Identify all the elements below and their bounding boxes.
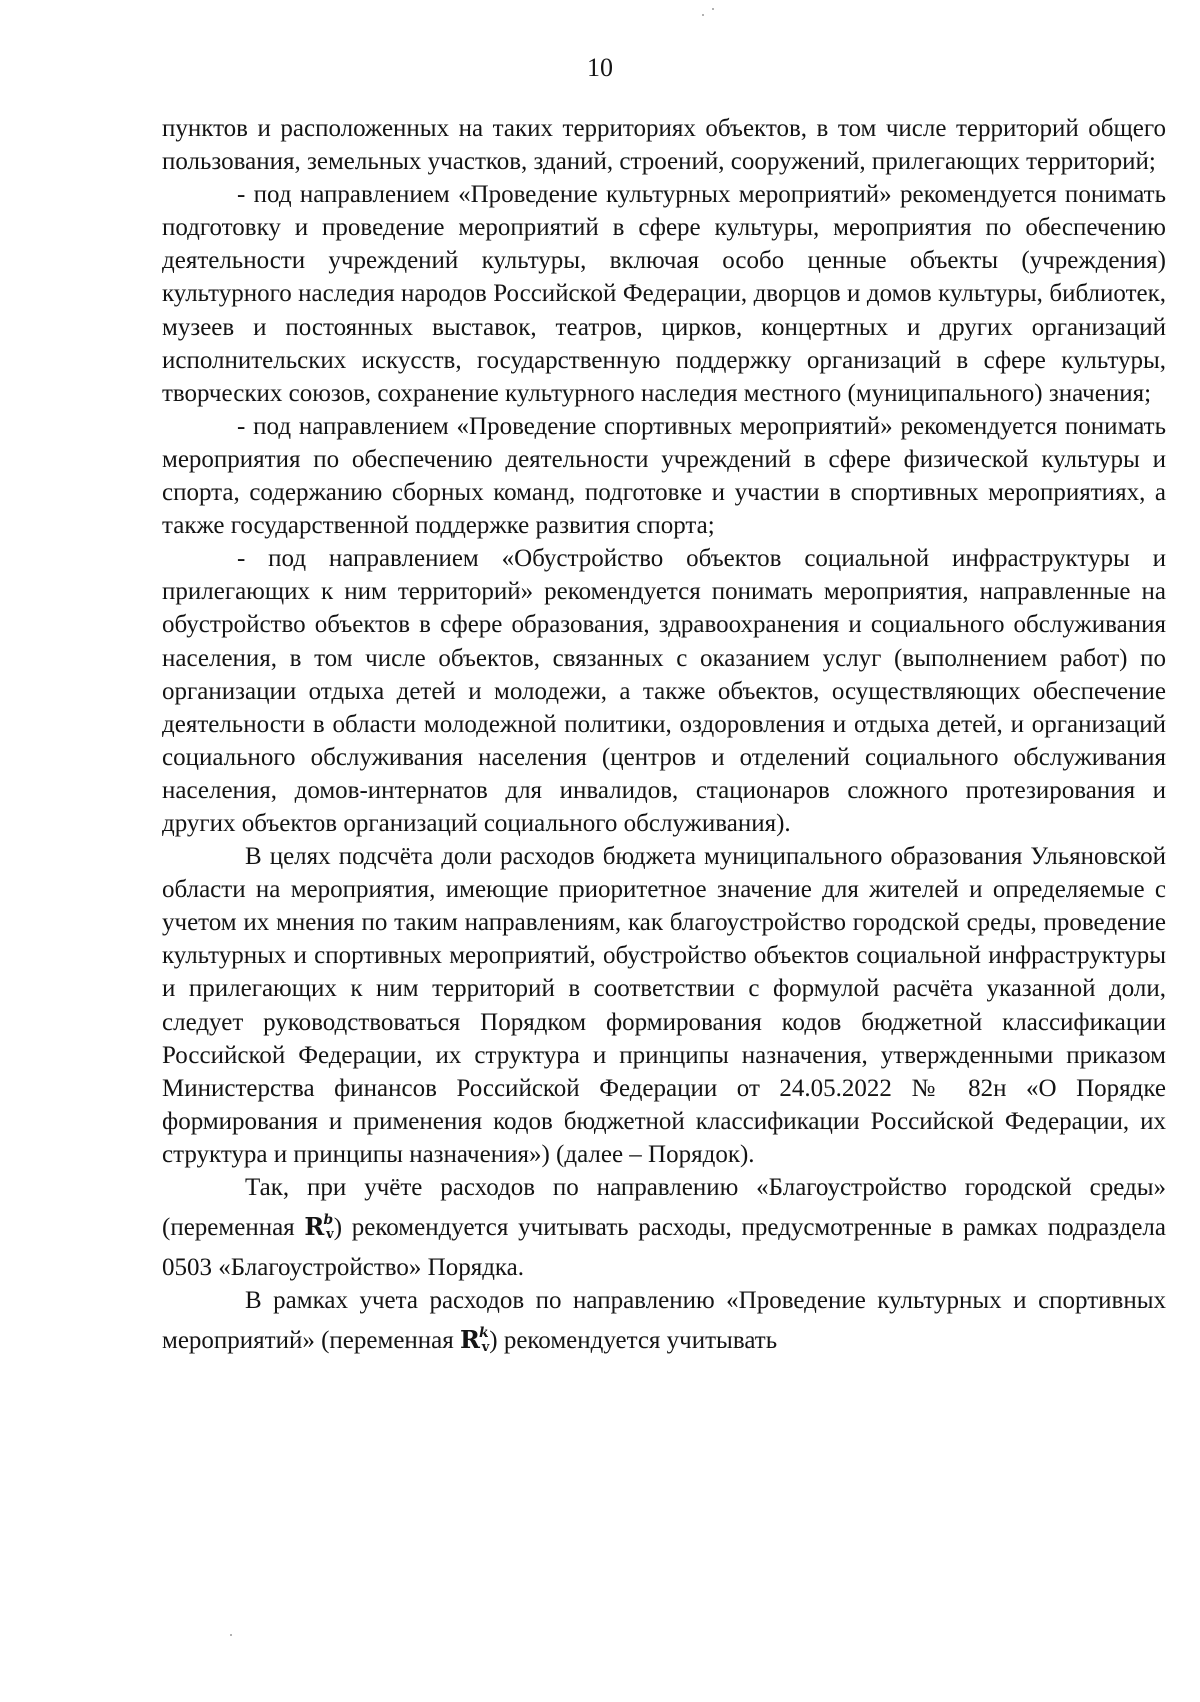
paragraph-text-part: Так, при учёте расходов по направлению «Благоустройство городской среды» (переменная <box>162 1174 1166 1242</box>
page-number: 10 <box>587 53 613 82</box>
variable-superscript: b <box>323 1212 334 1229</box>
document-body <box>162 112 1166 1364</box>
variable-base: R <box>460 1325 480 1355</box>
paragraph-text-part: В рамках учета расходов по направлению «Проведение культурных и спортивных мероприятий» (переменная <box>162 1287 1166 1355</box>
paragraph-cultural-sport-expenses <box>162 1284 1166 1364</box>
list-item-sport-events: - под направлением «Проведение спортивных мероприятий» рекомендуется понимать мероприятия по обеспечению деятельности учреждений в сфере физической культуры и спорта, содержанию сборных команд, подготовке и участии в спортивных мероприятиях, а также государственной поддержке развития спорта; <box>162 412 1166 540</box>
variable-r-k <box>460 1325 489 1354</box>
paragraph-urban-environment <box>162 1171 1166 1284</box>
scan-speck <box>712 8 714 10</box>
scan-speck <box>230 1634 232 1636</box>
variable-superscript: k <box>478 1325 489 1342</box>
list-item-social-infrastructure: - под направлением «Обустройство объектов социальной инфраструктуры и прилегающих к ним территорий» рекомендуется понимать мероприятия, направленные на обустройство объектов в сфере образования, здравоохранения и социального обслуживания населения, в том числе объектов, связанных с оказанием услуг (выполнением работ) по организации отдыха детей и молодежи, а также объектов, осуществляющих обеспечение деятельности в области молодежной политики, оздоровления и отдыха детей, и организаций социального обслуживания населения (центров и отделений социального обслуживания населения, домов-интернатов для инвалидов, стационаров сложного протезирования и других объектов организаций социального обслуживания). <box>162 545 1166 837</box>
variable-subscript: v <box>481 1340 490 1356</box>
paragraph-budget-share: В целях подсчёта доли расходов бюджета муниципального образования Ульяновской области на мероприятия, имеющие приоритетное значение для жителей и определяемые с учетом их мнения по таким направлениям, как благоустройство городской среды, проведение культурных и спортивных мероприятий, обустройство объектов социальной инфраструктуры и прилегающих к ним территорий в соответствии с формулой расчёта указанной доли, следует руководствоваться Порядком формирования кодов бюджетной классификации Российской Федерации, их структура и принципы назначения, утвержденными приказом Министерства финансов Российской Федерации от 24.05.2022 № 82н «О Порядке формирования и применения кодов бюджетной классификации Российской Федерации, их структура и принципы назначения») (далее – Порядок). <box>162 843 1166 1168</box>
list-item-cultural-events: - под направлением «Проведение культурных мероприятий» рекомендуется понимать подготовку и проведение мероприятий в сфере культуры, мероприятия по обеспечению деятельности учреждений культуры, включая особо ценные объекты (учреждения) культурного наследия народов Российской Федерации, дворцов и домов культуры, библиотек, музеев и постоянных выставок, театров, цирков, концертных и других организаций исполнительских искусств, государственную поддержку организаций в сфере культуры, творческих союзов, сохранение культурного наследия местного (муниципального) значения; <box>162 181 1166 407</box>
paragraph-text-part: ) рекомендуется учитывать расходы, предусмотренные в рамках подраздела 0503 «Благоустройство» Порядка. <box>162 1214 1166 1282</box>
variable-base: R <box>304 1212 325 1242</box>
scan-speck <box>702 14 704 16</box>
paragraph-text-part: ) рекомендуется учитывать <box>489 1327 778 1355</box>
variable-subscript: v <box>326 1227 334 1243</box>
paragraph-continuation: пунктов и расположенных на таких территориях объектов, в том числе территорий общего пользования, земельных участков, зданий, строений, сооружений, прилегающих территорий; <box>162 115 1166 176</box>
variable-r-b <box>304 1212 333 1241</box>
